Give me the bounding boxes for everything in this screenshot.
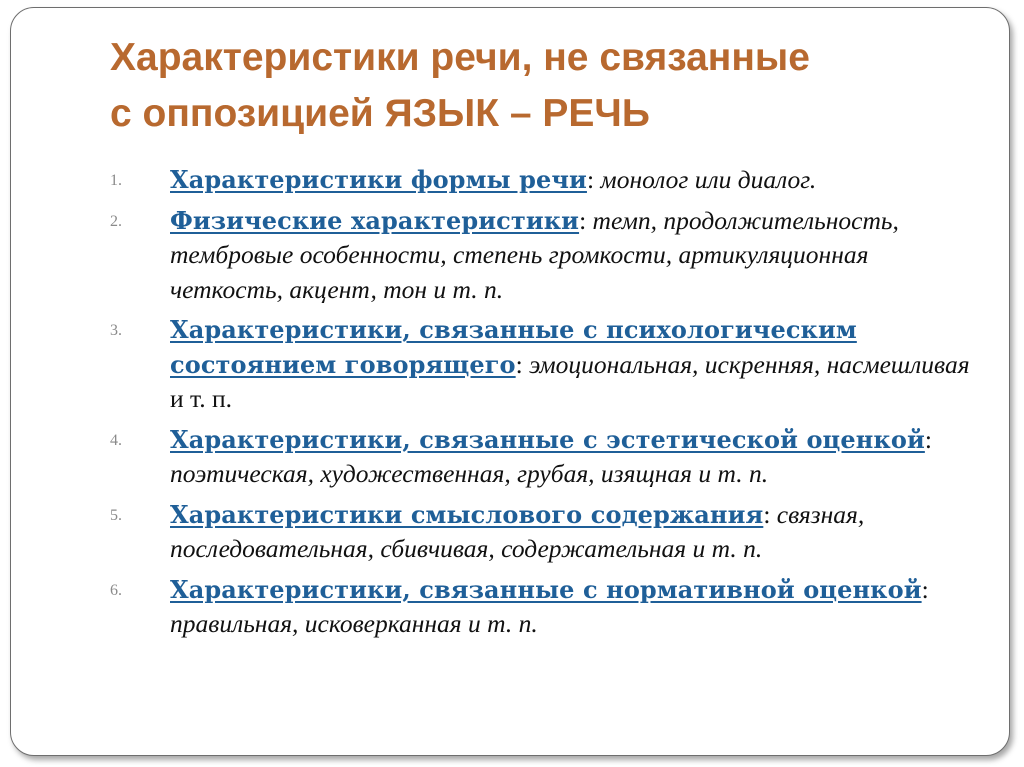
- term-link-semantic-content[interactable]: Характеристики смыслового содержания: [170, 499, 764, 529]
- list-item: [110, 573, 980, 642]
- term-link-normative[interactable]: Характеристики, связанные с нормативной оценкой: [170, 574, 922, 604]
- list-item-number: 1.: [110, 172, 122, 189]
- term-colon: :: [763, 499, 777, 529]
- term-colon: :: [586, 165, 601, 194]
- slide-title-line-2: с оппозицией ЯЗЫК – РЕЧЬ: [110, 92, 650, 135]
- list-item-description: монолог или диалог.: [600, 165, 817, 194]
- list-item-description: связная, последовательная, сбивчивая, содержательная и т. п.: [170, 499, 865, 563]
- term-colon: :: [515, 349, 530, 379]
- list-item-number: 2.: [110, 212, 122, 230]
- term-link-psychological[interactable]: Характеристики, связанные с психологическим состоянием говорящего: [170, 315, 857, 379]
- list-item-description: поэтическая, художественная, грубая, изящная и т. п.: [170, 459, 769, 488]
- characteristics-list: [110, 163, 980, 648]
- list-item-number: 3.: [110, 322, 122, 339]
- list-item: [110, 204, 980, 308]
- term-colon: :: [579, 205, 593, 235]
- term-link-physical[interactable]: Физические характеристики: [170, 205, 580, 235]
- list-item: [110, 313, 980, 417]
- list-item: [110, 498, 980, 567]
- list-item-number: 5.: [110, 506, 122, 524]
- list-item: [110, 423, 980, 492]
- list-item-description: правильная, исковерканная и т. п.: [170, 609, 538, 638]
- list-item-suffix: и т. п.: [170, 384, 233, 413]
- term-colon: :: [921, 574, 929, 604]
- list-item-description: темп, продолжительность, тембровые особенности, степень громкости, артикуляционная четкость, акцент, тон и т. п.: [170, 205, 899, 304]
- slide-title-line-1: Характеристики речи, не связанные: [110, 36, 810, 79]
- list-item-number: 6.: [110, 581, 122, 599]
- term-link-speech-form[interactable]: Характеристики формы речи: [170, 165, 587, 194]
- term-link-aesthetic[interactable]: Характеристики, связанные с эстетической оценкой: [170, 424, 925, 454]
- term-colon: :: [924, 424, 932, 454]
- list-item-description: эмоциональная, искренняя, насмешливая: [529, 349, 970, 379]
- list-item-number: 4.: [110, 431, 122, 449]
- list-item: [110, 163, 980, 198]
- slide-title: [110, 30, 970, 142]
